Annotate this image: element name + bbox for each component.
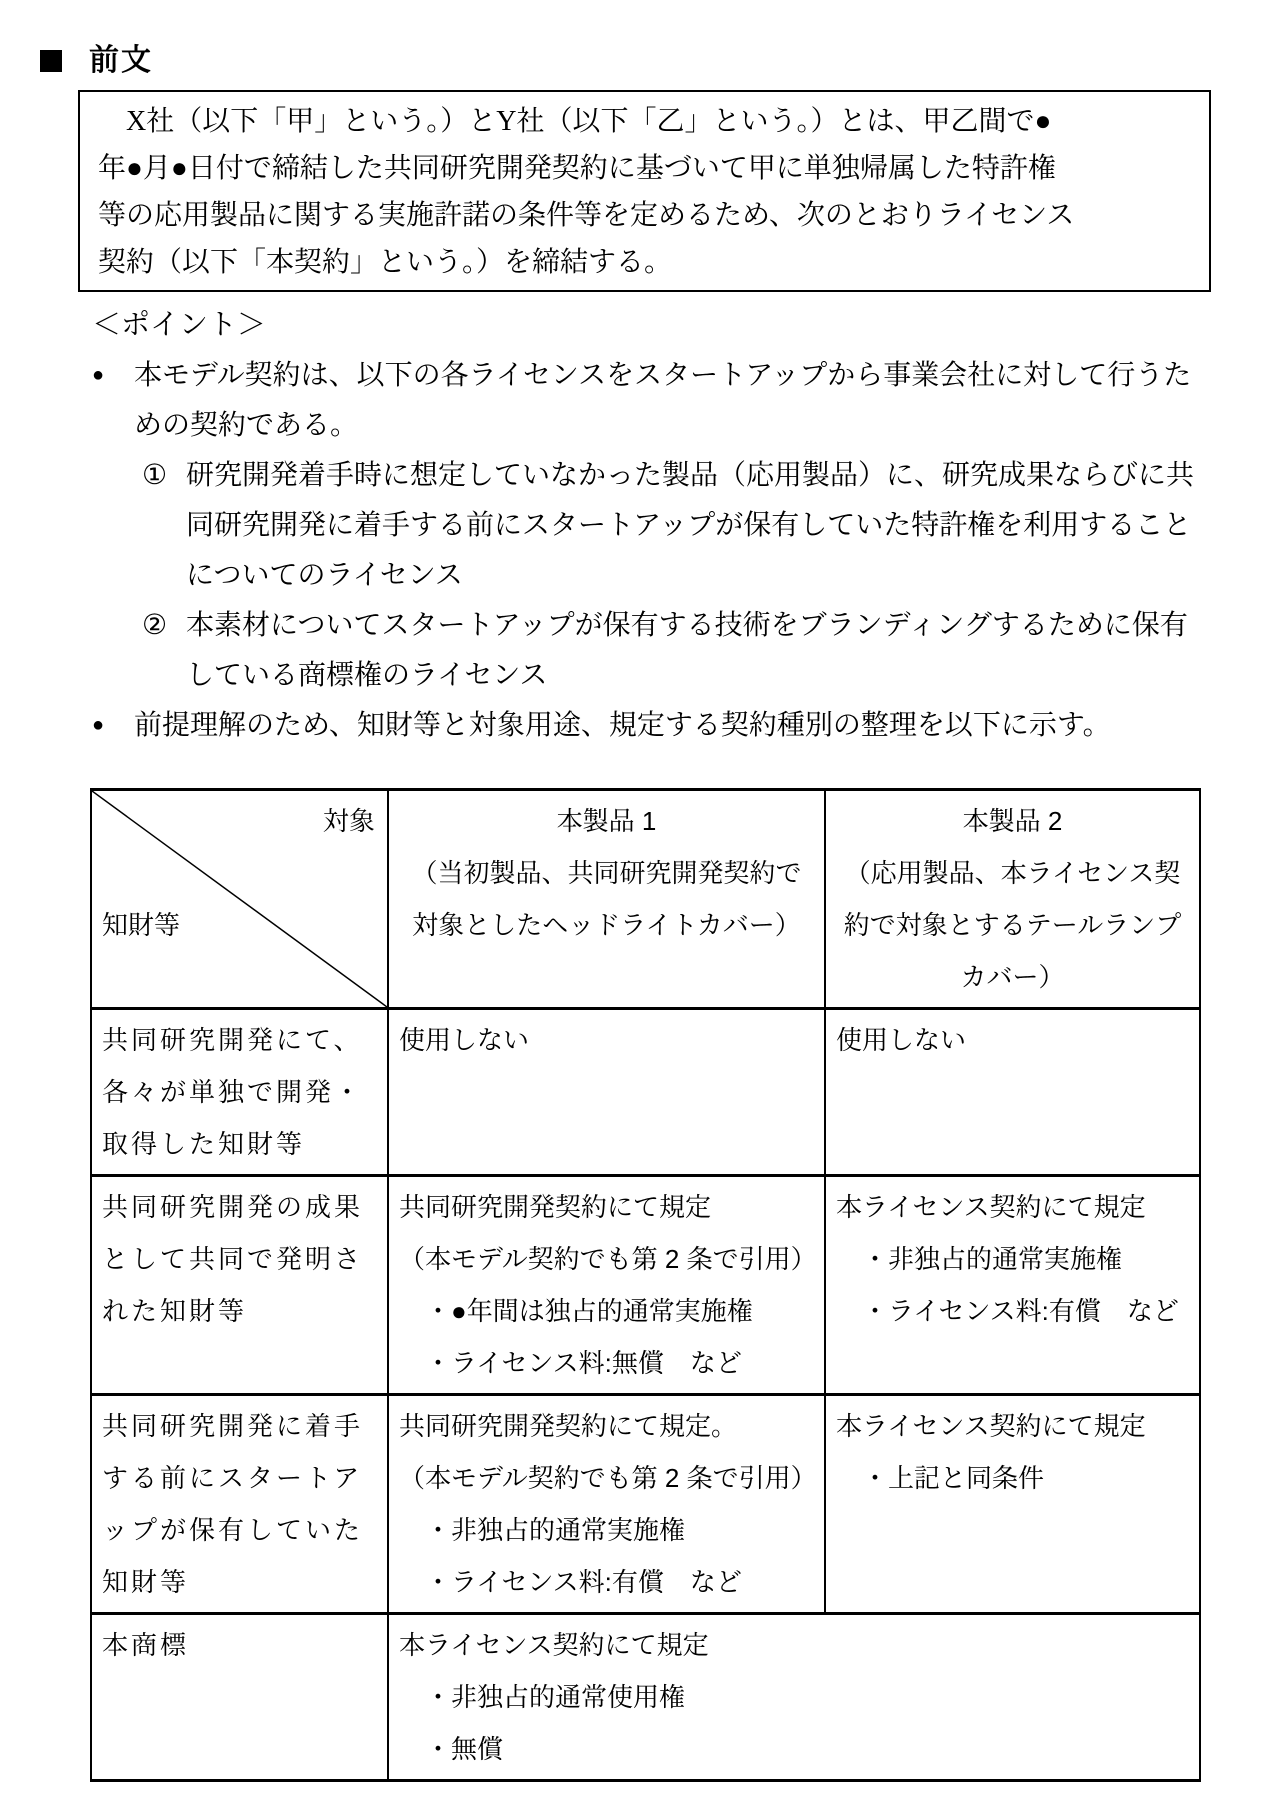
column-header-product1 — [388, 790, 825, 1009]
column-subtitle: （応用製品、本ライセンス契約で対象とするテールランプカバー） — [843, 858, 1182, 992]
points-heading: ＜ポイント＞ — [92, 309, 267, 341]
cell-line: ・無償 — [425, 1734, 504, 1764]
preamble-box — [78, 90, 1211, 292]
column-header-product2 — [825, 790, 1200, 1009]
row-label-cell: 本商標 — [91, 1614, 388, 1781]
circled-number-2-icon: ② — [142, 609, 168, 640]
cell-line: （本モデル契約でも第 2 条で引用） — [399, 1463, 817, 1493]
cell-line: 使用しない — [836, 1025, 967, 1055]
corner-label-ip: 知財等 — [102, 910, 181, 940]
trademark-merged-cell — [388, 1614, 1200, 1781]
table-row-pre-existing-ip — [91, 1395, 1200, 1614]
ip-matrix-table — [90, 788, 1201, 1782]
row-label-cell: 共同研究開発にて、各々が単独で開発・取得した知財等 — [91, 1009, 388, 1176]
column-subtitle: （当初製品、共同研究開発契約で対象としたヘッドライトカバー） — [411, 858, 802, 940]
product2-cell — [825, 1176, 1200, 1395]
cell-line: ・非独占的通常実施権 — [862, 1244, 1123, 1274]
product1-cell — [388, 1176, 825, 1395]
cell-line: ・ライセンス料:有償 など — [862, 1296, 1179, 1326]
bullet-text: 本モデル契約は、以下の各ライセンスをスタートアップから事業会社に対して行うための契約である。 — [134, 359, 1192, 440]
cell-line: ・ライセンス料:無償 など — [425, 1348, 742, 1378]
preamble-line: 契約（以下「本契約」という。）を締結する。 — [98, 247, 673, 278]
document-page — [0, 44, 1288, 1818]
preamble-line: 年●月●日付で締結した共同研究開発契約に基づいて甲に単独帰属した特許権 — [98, 153, 1056, 184]
product2-cell — [825, 1395, 1200, 1614]
preamble-line: 等の応用製品に関する実施許諾の条件等を定めるため、次のとおりライセンス — [98, 200, 1075, 231]
bullet-item-licenses — [92, 350, 1288, 450]
numbered-item-2 — [142, 600, 1288, 700]
cell-line: ・非独占的通常実施権 — [425, 1515, 686, 1545]
row-label-cell: 共同研究開発に着手する前にスタートアップが保有していた知財等 — [91, 1395, 388, 1614]
product1-cell — [388, 1395, 825, 1614]
cell-line: 共同研究開発契約にて規定 — [399, 1192, 712, 1222]
bullet-item-overview — [92, 700, 1288, 750]
section-title: 前文 — [89, 44, 153, 77]
cell-line: ・非独占的通常使用権 — [425, 1682, 686, 1712]
circled-number-1-icon: ① — [142, 459, 168, 490]
cell-line: （本モデル契約でも第 2 条で引用） — [399, 1244, 817, 1274]
corner-cell — [91, 790, 388, 1009]
cell-line: ・ライセンス料:有償 など — [425, 1567, 742, 1597]
column-title: 本製品 1 — [556, 806, 657, 836]
cell-line: 本ライセンス契約にて規定 — [836, 1192, 1146, 1222]
numbered-item-2-text: 本素材についてスタートアップが保有する技術をブランディングするために保有している商標権のライセンス — [186, 609, 1188, 690]
numbered-item-1 — [142, 450, 1288, 600]
section-heading — [40, 44, 1288, 78]
section-marker-square-icon — [40, 50, 62, 72]
cell-line: 本ライセンス契約にて規定 — [399, 1630, 709, 1660]
cell-line: 共同研究開発契約にて規定。 — [399, 1411, 738, 1441]
numbered-item-1-text: 研究開発着手時に想定していなかった製品（応用製品）に、研究成果ならびに共同研究開発に着手する前にスタートアップが保有していた特許権を利用することについてのライセンス — [186, 459, 1195, 590]
preamble-line: X社（以下「甲」という。）とY社（以下「乙」という。）とは、甲乙間で● — [98, 106, 1052, 137]
table-row-independent-ip — [91, 1009, 1200, 1176]
table-row-joint-invention-ip — [91, 1176, 1200, 1395]
product1-cell — [388, 1009, 825, 1176]
row-label-cell: 共同研究開発の成果として共同で発明された知財等 — [91, 1176, 388, 1395]
bullet-icon: ● — [92, 714, 105, 736]
cell-line: ・上記と同条件 — [862, 1463, 1045, 1493]
table-row-trademark — [91, 1614, 1200, 1781]
cell-line: ・●年間は独占的通常実施権 — [425, 1296, 753, 1326]
column-title: 本製品 2 — [962, 806, 1063, 836]
cell-line: 本ライセンス契約にて規定 — [836, 1411, 1146, 1441]
table-header-row — [91, 790, 1200, 1009]
bullet-icon: ● — [92, 364, 105, 386]
corner-label-target: 対象 — [322, 806, 375, 836]
bullet-text: 前提理解のため、知財等と対象用途、規定する契約種別の整理を以下に示す。 — [134, 709, 1111, 740]
cell-line: 使用しない — [399, 1025, 530, 1055]
product2-cell — [825, 1009, 1200, 1176]
